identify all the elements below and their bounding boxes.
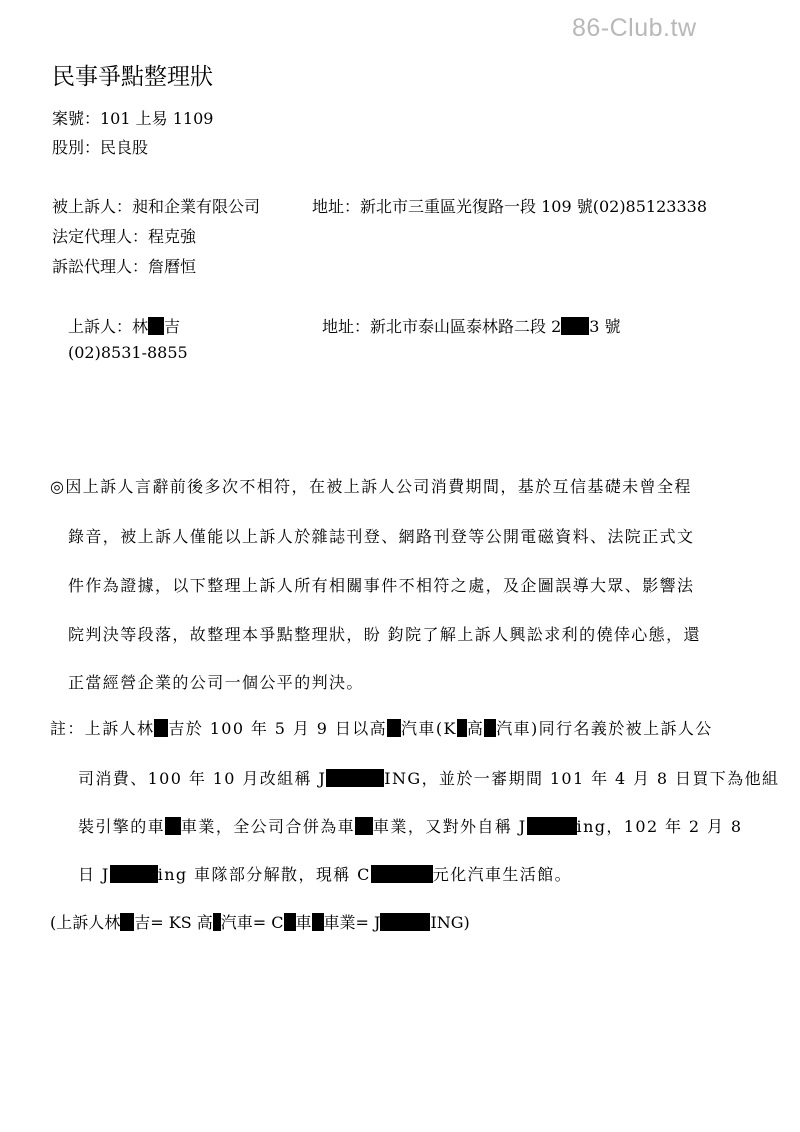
redaction: [312, 913, 324, 931]
case-number: 案號：101 上易 1109: [52, 109, 214, 128]
note-text: 車業，全公司合併為車: [181, 817, 356, 836]
appellee-address: 地址：新北市三重區光復路一段 109 號(02)85123338: [312, 197, 707, 216]
redaction: [120, 913, 134, 931]
body-line: 錄音，被上訴人僅能以上訴人於雜誌刊登、網路刊登等公開電磁資料、法院正式文: [68, 527, 695, 546]
body-line: ◎因上訴人言辭前後多次不相符，在被上訴人公司消費期間，基於互信基礎未曾全程: [50, 477, 692, 496]
note-text: ing 車隊部分解散，現稱 C: [157, 865, 371, 884]
legal-representative: 法定代理人：程克強: [52, 227, 197, 246]
redaction: [165, 817, 181, 835]
summary-text: ING): [430, 913, 470, 932]
note-text: 汽車(K: [401, 719, 457, 738]
summary-text: 車: [295, 913, 312, 932]
note-text: 註：上訴人林: [50, 719, 155, 738]
note-line: [78, 766, 779, 789]
redaction: [561, 317, 589, 335]
appellant-name-part: 上訴人：林: [68, 317, 149, 336]
note-text: 司消費、100 年 10 月改組稱 J: [78, 769, 327, 788]
note-text: 汽車)同行名義於被上訴人公: [496, 719, 713, 738]
appellee-line: 被上訴人：昶和企業有限公司: [52, 197, 261, 216]
note-text: 吉於 100 年 5 月 9 日以高: [168, 719, 388, 738]
redaction: [213, 913, 221, 931]
document-title: 民事爭點整理狀: [52, 64, 213, 90]
redaction: [326, 769, 384, 787]
summary-text: (上訴人林: [50, 913, 121, 932]
note-text: ing，102 年 2 月 8: [576, 817, 743, 836]
appellant-address-part: 3 號: [589, 317, 621, 336]
division: 股別：民良股: [52, 138, 149, 157]
litigation-attorney: 訴訟代理人：詹曆恒: [52, 257, 197, 276]
appellant-address: [322, 314, 621, 337]
note-text: 車業，又對外自稱 J: [373, 817, 527, 836]
note-line: [78, 862, 572, 885]
redaction: [380, 913, 430, 931]
note-text: 裝引擎的車: [78, 817, 166, 836]
appellant-name: [68, 314, 180, 337]
body-line: 院判決等段落，故整理本爭點整理狀，盼 鈞院了解上訴人興訟求利的僥倖心態，還: [68, 625, 701, 644]
redaction: [484, 719, 496, 737]
redaction: [387, 719, 401, 737]
note-text: ING，並於一審期間 101 年 4 月 8 日買下為他組: [384, 769, 780, 788]
appellant-name-part: 吉: [164, 317, 181, 336]
redaction: [355, 817, 373, 835]
body-line: 件作為證據，以下整理上訴人所有相關事件不相符之處，及企圖誤導大眾、影響法: [68, 576, 695, 595]
note-text: 元化汽車生活館。: [432, 865, 572, 884]
summary-text: 車業= J: [323, 913, 381, 932]
redaction: [371, 865, 433, 883]
summary-line: [50, 910, 470, 933]
body-line: 正當經營企業的公司一個公平的判決。: [68, 673, 364, 692]
redaction: [148, 317, 164, 335]
redaction: [527, 817, 577, 835]
redaction: [284, 913, 296, 931]
note-line: [50, 716, 713, 739]
watermark: 86-Club.tw: [572, 14, 697, 42]
redaction: [457, 719, 467, 737]
note-text: 日 J: [78, 865, 110, 884]
appellant-address-part: 地址：新北市泰山區泰林路二段 2: [322, 317, 562, 336]
note-text: 高: [466, 719, 485, 738]
summary-text: 吉= KS 高: [134, 913, 213, 932]
note-line: [78, 814, 742, 837]
redaction: [110, 865, 158, 883]
appellant-phone: (02)8531-8855: [68, 343, 188, 362]
summary-text: 汽車= C: [220, 913, 284, 932]
redaction: [154, 719, 168, 737]
